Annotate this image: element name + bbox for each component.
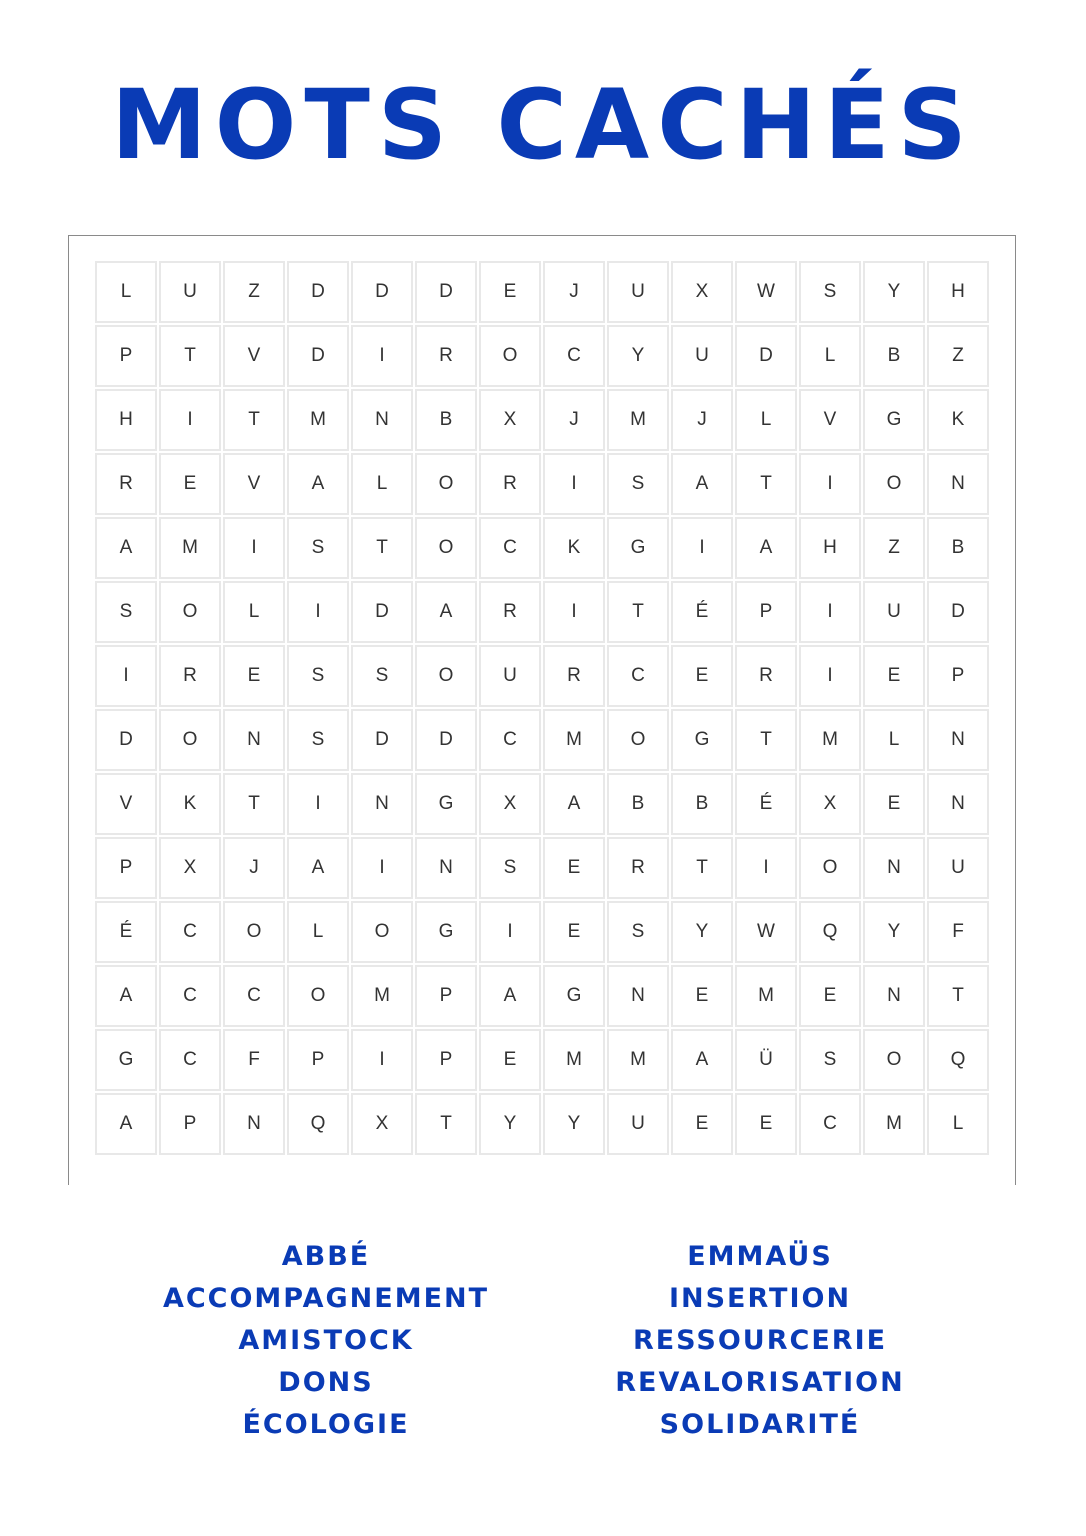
grid-cell[interactable]: F [927,901,989,963]
grid-cell[interactable]: L [351,453,413,515]
grid-cell[interactable]: N [927,453,989,515]
grid-cell[interactable]: I [479,901,541,963]
grid-cell[interactable]: O [415,453,477,515]
grid-cell[interactable]: A [287,837,349,899]
grid-cell[interactable]: Y [863,261,925,323]
grid-cell[interactable]: P [95,325,157,387]
grid-cell[interactable]: E [543,837,605,899]
grid-cell[interactable]: É [735,773,797,835]
grid-cell[interactable]: G [671,709,733,771]
grid-cell[interactable]: E [735,1093,797,1155]
word-list-item: RESSOURCERIE [632,1325,888,1356]
grid-cell[interactable]: B [863,325,925,387]
word-search-grid [95,261,989,1155]
grid-cell[interactable]: T [223,389,285,451]
grid-cell[interactable]: Ü [735,1029,797,1091]
grid-cell[interactable]: S [287,517,349,579]
grid-cell[interactable]: É [95,901,157,963]
grid-cell[interactable]: E [223,645,285,707]
grid-cell[interactable]: T [927,965,989,1027]
grid-cell[interactable]: C [223,965,285,1027]
grid-cell[interactable]: P [927,645,989,707]
grid-cell[interactable]: P [287,1029,349,1091]
word-list-item: DONS [278,1367,374,1398]
grid-cell[interactable]: R [479,581,541,643]
grid-cell[interactable]: V [799,389,861,451]
grid-cell[interactable]: Q [287,1093,349,1155]
grid-cell[interactable]: G [607,517,669,579]
grid-cell[interactable]: C [607,645,669,707]
grid-cell[interactable]: D [415,261,477,323]
grid-cell[interactable]: R [159,645,221,707]
grid-cell[interactable]: M [287,389,349,451]
grid-cell[interactable]: N [415,837,477,899]
grid-cell[interactable]: Y [543,1093,605,1155]
grid-cell[interactable]: A [415,581,477,643]
grid-cell[interactable]: I [799,645,861,707]
grid-cell[interactable]: I [287,581,349,643]
grid-cell[interactable]: D [351,709,413,771]
grid-cell[interactable]: R [735,645,797,707]
grid-cell[interactable]: M [543,1029,605,1091]
grid-cell[interactable]: O [863,1029,925,1091]
grid-cell[interactable]: T [607,581,669,643]
grid-cell[interactable]: J [543,389,605,451]
grid-cell[interactable]: A [735,517,797,579]
grid-cell[interactable]: L [799,325,861,387]
grid-cell[interactable]: Y [671,901,733,963]
grid-cell[interactable]: B [415,389,477,451]
grid-cell[interactable]: A [671,1029,733,1091]
grid-cell[interactable]: K [159,773,221,835]
grid-cell[interactable]: I [799,453,861,515]
word-list-item: EMMAÜS [687,1241,833,1272]
word-list-item: REVALORISATION [615,1367,905,1398]
grid-cell[interactable]: D [287,261,349,323]
grid-cell[interactable]: N [927,709,989,771]
grid-cell[interactable]: T [223,773,285,835]
grid-cell[interactable]: R [95,453,157,515]
grid-cell[interactable]: I [351,1029,413,1091]
grid-cell[interactable]: T [351,517,413,579]
grid-cell[interactable]: A [95,965,157,1027]
grid-cell[interactable]: Y [479,1093,541,1155]
grid-cell[interactable]: O [159,709,221,771]
grid-cell[interactable]: W [735,261,797,323]
grid-cell[interactable]: G [95,1029,157,1091]
grid-cell[interactable]: X [799,773,861,835]
grid-cell[interactable]: D [415,709,477,771]
grid-cell[interactable]: U [607,1093,669,1155]
grid-cell[interactable]: J [671,389,733,451]
grid-cell[interactable]: E [159,453,221,515]
grid-cell[interactable]: J [223,837,285,899]
grid-cell[interactable]: R [543,645,605,707]
grid-cell[interactable]: D [927,581,989,643]
grid-cell[interactable]: A [671,453,733,515]
grid-cell[interactable]: B [607,773,669,835]
grid-cell[interactable]: P [95,837,157,899]
grid-cell[interactable]: I [735,837,797,899]
grid-cell[interactable]: X [159,837,221,899]
grid-cell[interactable]: K [927,389,989,451]
grid-cell[interactable]: N [863,965,925,1027]
word-list-left [126,1236,526,1446]
grid-cell[interactable]: N [927,773,989,835]
grid-cell[interactable]: N [223,709,285,771]
grid-cell[interactable]: I [95,645,157,707]
grid-cell[interactable]: M [607,389,669,451]
grid-cell[interactable]: P [415,1029,477,1091]
word-list-item: ÉCOLOGIE [242,1409,410,1440]
grid-cell[interactable]: S [287,645,349,707]
grid-cell[interactable]: C [479,517,541,579]
grid-cell[interactable]: V [223,453,285,515]
grid-cell[interactable]: E [799,965,861,1027]
grid-cell[interactable]: Q [927,1029,989,1091]
grid-cell[interactable]: G [415,773,477,835]
grid-cell[interactable]: N [607,965,669,1027]
grid-cell[interactable]: I [671,517,733,579]
grid-cell[interactable]: D [735,325,797,387]
grid-cell[interactable]: W [735,901,797,963]
grid-cell[interactable]: O [607,709,669,771]
grid-cell[interactable]: N [223,1093,285,1155]
grid-cell[interactable]: E [863,773,925,835]
grid-cell[interactable]: M [159,517,221,579]
grid-cell[interactable]: I [799,581,861,643]
grid-cell[interactable]: X [351,1093,413,1155]
grid-cell[interactable]: S [287,709,349,771]
grid-cell[interactable]: E [479,1029,541,1091]
grid-cell[interactable]: E [671,1093,733,1155]
grid-cell[interactable]: C [799,1093,861,1155]
grid-cell[interactable]: E [671,965,733,1027]
grid-cell[interactable]: J [543,261,605,323]
grid-cell[interactable]: A [287,453,349,515]
grid-cell[interactable]: L [863,709,925,771]
grid-cell[interactable]: C [159,1029,221,1091]
grid-cell[interactable]: C [479,709,541,771]
word-list-item: INSERTION [668,1283,852,1314]
grid-cell[interactable]: R [415,325,477,387]
grid-cell[interactable]: Q [799,901,861,963]
grid-cell[interactable]: T [415,1093,477,1155]
grid-cell[interactable]: T [735,453,797,515]
grid-cell[interactable]: L [223,581,285,643]
grid-cell[interactable]: I [351,837,413,899]
grid-cell[interactable]: Y [607,325,669,387]
grid-cell[interactable]: S [799,1029,861,1091]
grid-cell[interactable]: G [543,965,605,1027]
grid-cell[interactable]: Z [863,517,925,579]
grid-cell[interactable]: M [799,709,861,771]
grid-cell[interactable]: Z [927,325,989,387]
grid-cell[interactable]: N [351,389,413,451]
grid-cell[interactable]: A [95,517,157,579]
grid-cell[interactable]: S [607,901,669,963]
grid-cell[interactable]: K [543,517,605,579]
word-list-item: AMISTOCK [238,1325,414,1356]
word-list-item: ABBÉ [281,1241,371,1272]
grid-cell[interactable]: E [671,645,733,707]
grid-cell[interactable]: D [95,709,157,771]
grid-cell[interactable]: D [287,325,349,387]
grid-cell[interactable]: T [671,837,733,899]
grid-cell[interactable]: O [159,581,221,643]
grid-cell[interactable]: B [927,517,989,579]
grid-cell[interactable]: V [95,773,157,835]
grid-cell[interactable]: O [799,837,861,899]
grid-cell[interactable]: H [927,261,989,323]
grid-cell[interactable]: U [927,837,989,899]
grid-cell[interactable]: A [479,965,541,1027]
grid-cell[interactable]: G [415,901,477,963]
grid-cell[interactable]: E [479,261,541,323]
grid-cell[interactable]: M [543,709,605,771]
grid-cell[interactable]: U [863,581,925,643]
grid-cell[interactable]: H [799,517,861,579]
grid-cell[interactable]: N [863,837,925,899]
word-list-item: ACCOMPAGNEMENT [162,1283,490,1314]
grid-cell[interactable]: I [543,453,605,515]
grid-cell[interactable]: C [543,325,605,387]
grid-cell[interactable]: M [607,1029,669,1091]
grid-cell[interactable]: I [223,517,285,579]
grid-cell[interactable]: S [95,581,157,643]
grid-cell[interactable]: S [799,261,861,323]
grid-cell[interactable]: D [351,581,413,643]
grid-cell[interactable]: O [479,325,541,387]
grid-cell[interactable]: O [287,965,349,1027]
grid-cell[interactable]: X [479,773,541,835]
page-title: MOTS CACHÉS [111,69,975,181]
word-list-item: SOLIDARITÉ [659,1409,861,1440]
grid-cell[interactable]: É [671,581,733,643]
grid-cell[interactable]: U [159,261,221,323]
grid-cell[interactable]: M [735,965,797,1027]
grid-cell[interactable]: O [223,901,285,963]
grid-cell[interactable]: U [607,261,669,323]
grid-cell[interactable]: E [543,901,605,963]
grid-cell[interactable]: O [415,517,477,579]
grid-cell[interactable]: L [287,901,349,963]
grid-cell[interactable]: L [927,1093,989,1155]
grid-cell[interactable]: Y [863,901,925,963]
grid-cell[interactable]: X [671,261,733,323]
grid-cell[interactable]: O [863,453,925,515]
grid-cell[interactable]: M [351,965,413,1027]
grid-cell[interactable]: I [351,325,413,387]
grid-cell[interactable]: R [479,453,541,515]
grid-cell[interactable]: T [159,325,221,387]
grid-cell[interactable]: X [479,389,541,451]
grid-cell[interactable]: I [287,773,349,835]
grid-cell[interactable]: A [543,773,605,835]
grid-cell[interactable]: U [479,645,541,707]
word-list-right [560,1236,960,1446]
grid-cell[interactable]: P [415,965,477,1027]
grid-cell[interactable]: P [159,1093,221,1155]
grid-cell[interactable]: O [351,901,413,963]
grid-cell[interactable]: L [735,389,797,451]
grid-cell[interactable]: R [607,837,669,899]
grid-cell[interactable]: F [223,1029,285,1091]
grid-cell[interactable]: B [671,773,733,835]
grid-cell[interactable]: N [351,773,413,835]
grid-cell[interactable]: D [351,261,413,323]
grid-cell[interactable]: Z [223,261,285,323]
grid-cell[interactable]: C [159,965,221,1027]
grid-cell[interactable]: S [479,837,541,899]
grid-cell[interactable]: P [735,581,797,643]
grid-cell[interactable]: S [607,453,669,515]
grid-cell[interactable]: E [863,645,925,707]
grid-cell[interactable]: S [351,645,413,707]
grid-cell[interactable]: T [735,709,797,771]
grid-cell[interactable]: L [95,261,157,323]
grid-cell[interactable]: U [671,325,733,387]
grid-cell[interactable]: C [159,901,221,963]
grid-cell[interactable]: O [415,645,477,707]
grid-cell[interactable]: I [543,581,605,643]
grid-cell[interactable]: I [159,389,221,451]
grid-cell[interactable]: M [863,1093,925,1155]
grid-cell[interactable]: H [95,389,157,451]
grid-cell[interactable]: V [223,325,285,387]
grid-cell[interactable]: G [863,389,925,451]
grid-cell[interactable]: A [95,1093,157,1155]
